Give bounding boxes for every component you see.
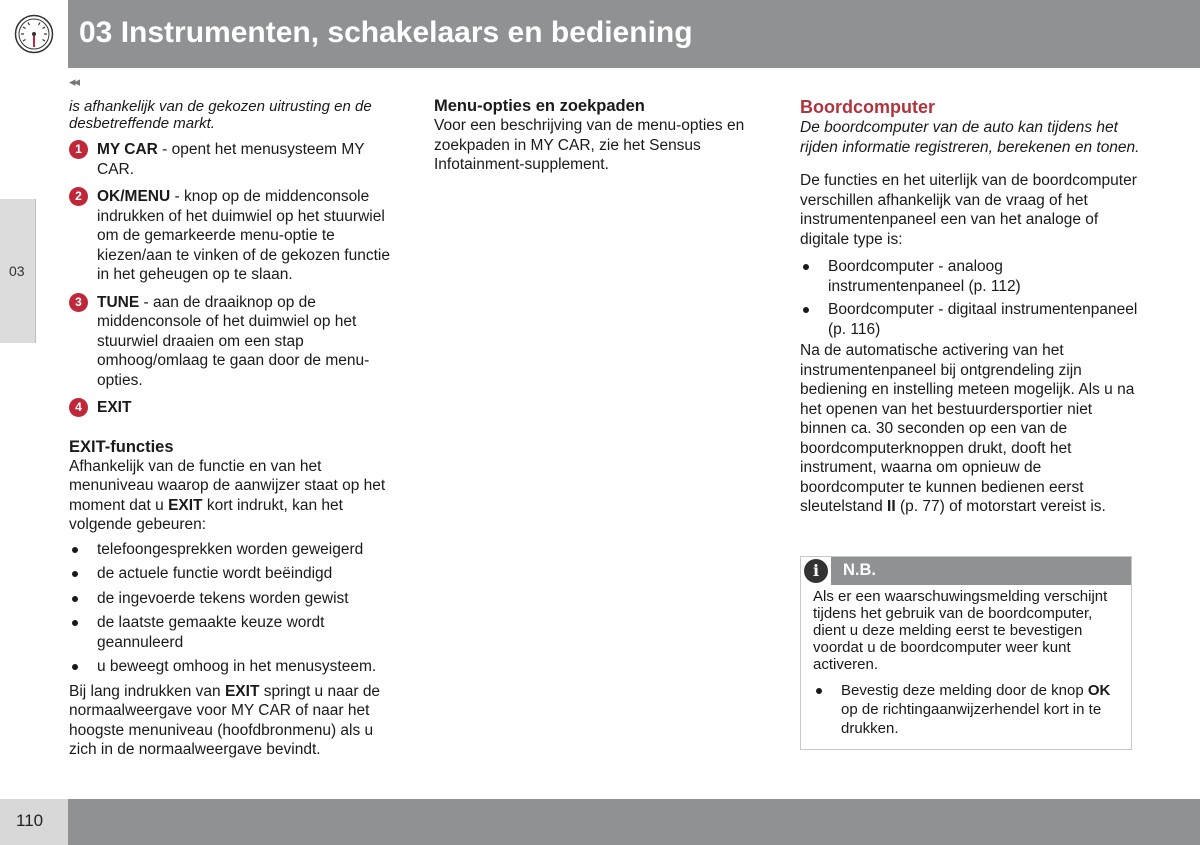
note-title: N.B. — [843, 561, 876, 579]
column-left — [69, 76, 404, 760]
boordcomputer-para1: De functies en het uiterlijk van de boordcomputer verschillen afhankelijk van de vraag of het instrumentenpaneel een van het analoge of digitale type is: — [800, 172, 1137, 248]
back-arrows-icon[interactable]: ◂◂ — [69, 74, 79, 89]
number-badge-1: 1 — [69, 140, 88, 159]
note-bullet-text: Bevestig deze melding door de knop — [841, 682, 1088, 699]
note-icon-box — [801, 557, 831, 585]
para2-bold: II — [887, 498, 896, 515]
boordcomputer-bullet-list — [800, 257, 1140, 339]
list-item: de actuele functie wordt beëindigd — [69, 564, 404, 584]
exit-intro-text: Afhankelijk van de functie en van het menuniveau waarop de aanwijzer staat op het moment dat u — [69, 457, 386, 514]
item-bold: MY CAR — [97, 141, 158, 158]
column-right — [800, 96, 1140, 517]
footer-bar — [68, 799, 1200, 845]
page-title: 03 Instrumenten, schakelaars en bediening — [79, 16, 693, 49]
list-item: de ingevoerde tekens worden gewist — [69, 589, 404, 609]
note-bullet-list — [813, 681, 1119, 738]
number-badge-2: 2 — [69, 187, 88, 206]
note-bullet-bold: OK — [1087, 682, 1111, 699]
item-text: - opent het menusysteem MY CAR. — [97, 141, 365, 178]
page-number: 110 — [16, 811, 44, 830]
bullet-text[interactable]: Boordcomputer - analoog instrumentenpaneel (p. 112) — [828, 258, 1021, 295]
numbered-item-2 — [69, 187, 404, 285]
note-box — [800, 556, 1132, 750]
exit-intro-text: kort indrukt, kan het volgende gebeuren: — [69, 496, 343, 533]
menu-options-heading: Menu-opties en zoekpaden — [434, 97, 645, 115]
header-icon-box — [0, 0, 68, 68]
boordcomputer-heading: Boordcomputer — [800, 97, 935, 117]
note-bullet-text: op de richtingaanwijzerhendel kort in te drukken. — [841, 701, 1102, 737]
exit-heading: EXIT-functies — [69, 437, 174, 456]
numbered-item-4 — [69, 398, 404, 418]
speedometer-gauge-icon — [14, 14, 54, 54]
item-text: - aan de draaiknop op de middenconsole of het duimwiel op het stuurwiel draaien om een stap omhoog/omlaag te gaan door de menu-opties. — [97, 293, 370, 389]
numbered-item-1 — [69, 140, 404, 179]
exit-intro-bold: EXIT — [168, 496, 203, 514]
chapter-tab-label: 03 — [9, 263, 25, 279]
exit-intro — [69, 457, 404, 535]
long-press-paragraph — [69, 682, 404, 760]
info-icon: i — [804, 559, 828, 583]
list-item: de laatste gemaakte keuze wordt geannuleerd — [69, 613, 404, 652]
list-item — [813, 681, 1119, 738]
long-press-bold: EXIT — [224, 682, 260, 700]
para2-text: (p. 77) of motorstart vereist is. — [895, 498, 1106, 515]
para2-text: Na de automatische activering van het instrumentenpaneel bij ontgrendeling zijn bediening en instelling meteen mogelijk. Als u na het openen van het bestuurdersportier niet binnen ca. 30 seconden op een van de boordcomputerknoppen drukt, dooft het instrument, waarna om opnieuw de boordcomputer te kunnen bedienen eerst sleutelstand — [800, 342, 1135, 515]
long-press-text: springt u naar de normaalweergave voor MY CAR of naar het hoogste menuniveau (hoofdbronmenu) als u zich in de normaalweergave bevindt. — [69, 682, 381, 758]
boordcomputer-para2 — [800, 341, 1140, 517]
long-press-text: Bij lang indrukken van — [69, 682, 225, 700]
item-bold: EXIT — [97, 399, 132, 416]
footer-page-box — [0, 799, 68, 845]
note-text: Als er een waarschuwingsmelding verschijnt tijdens het gebruik van de boordcomputer, dient u deze melding eerst te bevestigen voordat u de boordcomputer weer kunt activeren. — [813, 588, 1108, 673]
item-bold: OK/MENU — [97, 188, 171, 205]
note-header — [801, 557, 1131, 585]
list-item: u beweegt omhoog in het menusysteem. — [69, 657, 404, 677]
boordcomputer-intro: De boordcomputer van de auto kan tijdens het rijden informatie registreren, berekenen en tonen. — [800, 119, 1140, 156]
list-item — [800, 257, 1140, 296]
bullet-text[interactable]: Boordcomputer - digitaal instrumentenpaneel (p. 116) — [828, 301, 1138, 338]
column-middle — [434, 96, 774, 175]
chapter-tab[interactable] — [0, 199, 36, 343]
number-badge-3: 3 — [69, 293, 88, 312]
list-item: telefoongesprekken worden geweigerd — [69, 540, 404, 560]
note-body — [801, 585, 1131, 738]
item-bold: TUNE — [97, 293, 140, 311]
menu-options-text: Voor een beschrijving van de menu-opties en zoekpaden in MY CAR, zie het Sensus Infotainment-supplement. — [434, 117, 745, 173]
intro-italic: is afhankelijk van de gekozen uitrusting en de desbetreffende markt. — [69, 98, 372, 132]
numbered-item-3 — [69, 293, 404, 391]
list-item — [800, 300, 1140, 339]
number-badge-4: 4 — [69, 398, 88, 417]
page-header — [0, 0, 1200, 68]
item-text: - knop op de middenconsole indrukken of het duimwiel op het stuurwiel om de gemarkeerde menu-optie te kiezen/aan te vinken of de gekozen functie in het geheugen op te slaan. — [97, 188, 390, 283]
exit-bullet-list — [69, 540, 404, 677]
